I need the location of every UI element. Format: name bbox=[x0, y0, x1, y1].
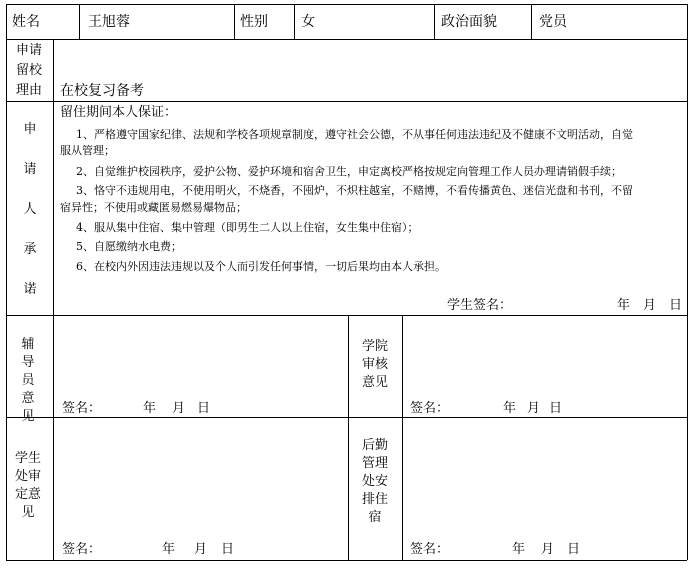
pledge-item-1: 1、严格遵守国家纪律、法规和学校各项规章制度，遵守社会公德，不从事任何违法违纪及不健康不文明活动，自觉 bbox=[76, 128, 633, 141]
student-office-month: 月 bbox=[194, 542, 208, 557]
reason-label-line3 bbox=[16, 84, 42, 97]
student-office-label-line: 处审 bbox=[14, 468, 41, 484]
divider-reason bbox=[6, 101, 687, 102]
border-left bbox=[6, 4, 7, 560]
student-office-label-line: 定意 bbox=[14, 486, 41, 502]
label-char: 排 bbox=[361, 491, 375, 507]
pledge-title: 留住期间本人保证： bbox=[60, 105, 178, 120]
divider-pledge bbox=[6, 315, 687, 316]
pledge-label-char: 人 bbox=[23, 202, 37, 217]
college-label-line: 审核 bbox=[361, 356, 388, 372]
divider-mid-label bbox=[402, 315, 403, 560]
border-top bbox=[6, 4, 687, 5]
student-office-year: 年 bbox=[162, 542, 176, 557]
reason-field[interactable]: 在校复习备考 bbox=[60, 83, 144, 99]
student-office-day: 日 bbox=[221, 542, 235, 557]
college-day: 日 bbox=[549, 401, 563, 416]
student-office-label-line: 学生 bbox=[14, 451, 41, 466]
reason-label-line2 bbox=[16, 64, 42, 77]
student-office-field[interactable] bbox=[58, 422, 344, 537]
label-char: 意 bbox=[21, 390, 35, 406]
pledge-item-5: 5、自愿缴纳水电费； bbox=[76, 240, 182, 253]
logistics-month: 月 bbox=[541, 542, 555, 557]
pledge-label-char: 申 bbox=[23, 122, 37, 137]
counselor-label-line bbox=[15, 372, 41, 408]
counselor-opinion-field[interactable] bbox=[58, 320, 344, 396]
reason-label-line1 bbox=[16, 44, 42, 57]
college-review-label bbox=[359, 338, 391, 392]
student-signature-label: 学生签名： bbox=[447, 298, 513, 313]
pledge-item-2: 2、自觉维护校园秩序，爱护公物、爱护环境和宿舍卫生，申定离校严格按规定向管理工作人员办理请销假手续； bbox=[76, 165, 622, 178]
label-char: 导 bbox=[21, 354, 35, 370]
pledge-item-4: 4、服从集中住宿、集中管理（即男生二人以上住宿，女生集中住宿）； bbox=[76, 221, 419, 234]
college-sign-label: 签名： bbox=[410, 401, 450, 416]
reason-label-char: 理 bbox=[16, 83, 30, 98]
pledge-item-3: 3、恪守不违规用电，不使用明火，不烧香，不囤炉，不炽柱越室，不赌博，不看传播黄色、迷信光盘和书刊，不留 bbox=[76, 184, 633, 197]
pledge-label bbox=[22, 110, 38, 310]
counselor-day: 日 bbox=[197, 401, 211, 416]
label-char: 处 bbox=[361, 473, 375, 489]
label-char: 后 bbox=[361, 438, 375, 453]
divider-opinions bbox=[6, 417, 687, 418]
reason-label-char: 申 bbox=[16, 43, 30, 58]
divider-v3 bbox=[294, 4, 295, 39]
student-signature-field[interactable] bbox=[512, 297, 612, 313]
college-review-field[interactable] bbox=[408, 320, 683, 396]
logistics-day: 日 bbox=[567, 542, 581, 557]
divider-mid bbox=[348, 315, 349, 560]
counselor-year: 年 bbox=[143, 401, 157, 416]
reason-label-char: 由 bbox=[29, 83, 43, 98]
logistics-field[interactable] bbox=[408, 422, 683, 537]
college-month: 月 bbox=[527, 401, 541, 416]
logistics-label-line bbox=[359, 491, 391, 509]
pledge-item-3-cont: 宿异性；不使用或藏匿易燃易爆物品； bbox=[60, 201, 247, 214]
reason-label-char: 请 bbox=[29, 43, 43, 58]
divider-label-column bbox=[53, 39, 54, 560]
student-office-sign-label: 签名： bbox=[62, 542, 102, 557]
label-char: 员 bbox=[21, 372, 35, 388]
counselor-sign-label: 签名： bbox=[62, 401, 102, 416]
logistics-sign-label: 签名： bbox=[410, 542, 450, 557]
reason-label-char: 留 bbox=[16, 63, 30, 78]
logistics-year: 年 bbox=[512, 542, 526, 557]
politics-field[interactable]: 党员 bbox=[539, 14, 567, 30]
student-office-label-line: 见 bbox=[21, 504, 35, 520]
politics-label: 政治面貌 bbox=[441, 14, 497, 30]
logistics-label-line bbox=[359, 473, 391, 491]
logistics-label bbox=[359, 437, 391, 527]
logistics-label-char: 宿 bbox=[368, 509, 382, 525]
divider-v5 bbox=[531, 4, 532, 39]
pledge-label-char: 诺 bbox=[23, 282, 37, 297]
counselor-label-line bbox=[15, 336, 41, 372]
college-year: 年 bbox=[503, 401, 517, 416]
gender-label: 性别 bbox=[240, 14, 268, 30]
divider-v4 bbox=[434, 4, 435, 39]
student-office-label bbox=[13, 450, 43, 522]
college-label-line: 学院 bbox=[361, 339, 388, 354]
pledge-item-1-cont: 服从管理； bbox=[60, 144, 115, 157]
label-char: 勤 bbox=[375, 438, 389, 453]
pledge-label-char: 承 bbox=[23, 242, 37, 257]
logistics-label-line bbox=[359, 455, 391, 473]
counselor-opinion-label bbox=[15, 336, 41, 426]
divider-v2 bbox=[234, 4, 235, 39]
gender-field[interactable]: 女 bbox=[301, 14, 315, 30]
college-label-line: 意见 bbox=[361, 374, 388, 390]
counselor-label-char: 见 bbox=[21, 408, 35, 424]
label-char: 辅 bbox=[21, 337, 35, 352]
divider-v1 bbox=[79, 4, 80, 39]
name-field[interactable]: 王旭蓉 bbox=[88, 14, 130, 30]
counselor-month: 月 bbox=[172, 401, 186, 416]
student-signature-date: 年 月 日 bbox=[617, 298, 683, 313]
divider-header bbox=[6, 39, 687, 40]
label-char: 安 bbox=[375, 473, 389, 489]
name-label: 姓名 bbox=[12, 14, 40, 30]
border-bottom bbox=[6, 560, 687, 561]
label-char: 理 bbox=[375, 455, 389, 471]
label-char: 住 bbox=[375, 491, 389, 507]
pledge-item-6: 6、在校内外因违法违规以及个人而引发任何事情，一切后果均由本人承担。 bbox=[76, 260, 446, 273]
label-char: 管 bbox=[361, 455, 375, 471]
border-right bbox=[687, 4, 688, 560]
pledge-label-char: 请 bbox=[23, 162, 37, 177]
reason-label-char: 校 bbox=[29, 63, 43, 78]
logistics-label-line bbox=[359, 437, 391, 455]
